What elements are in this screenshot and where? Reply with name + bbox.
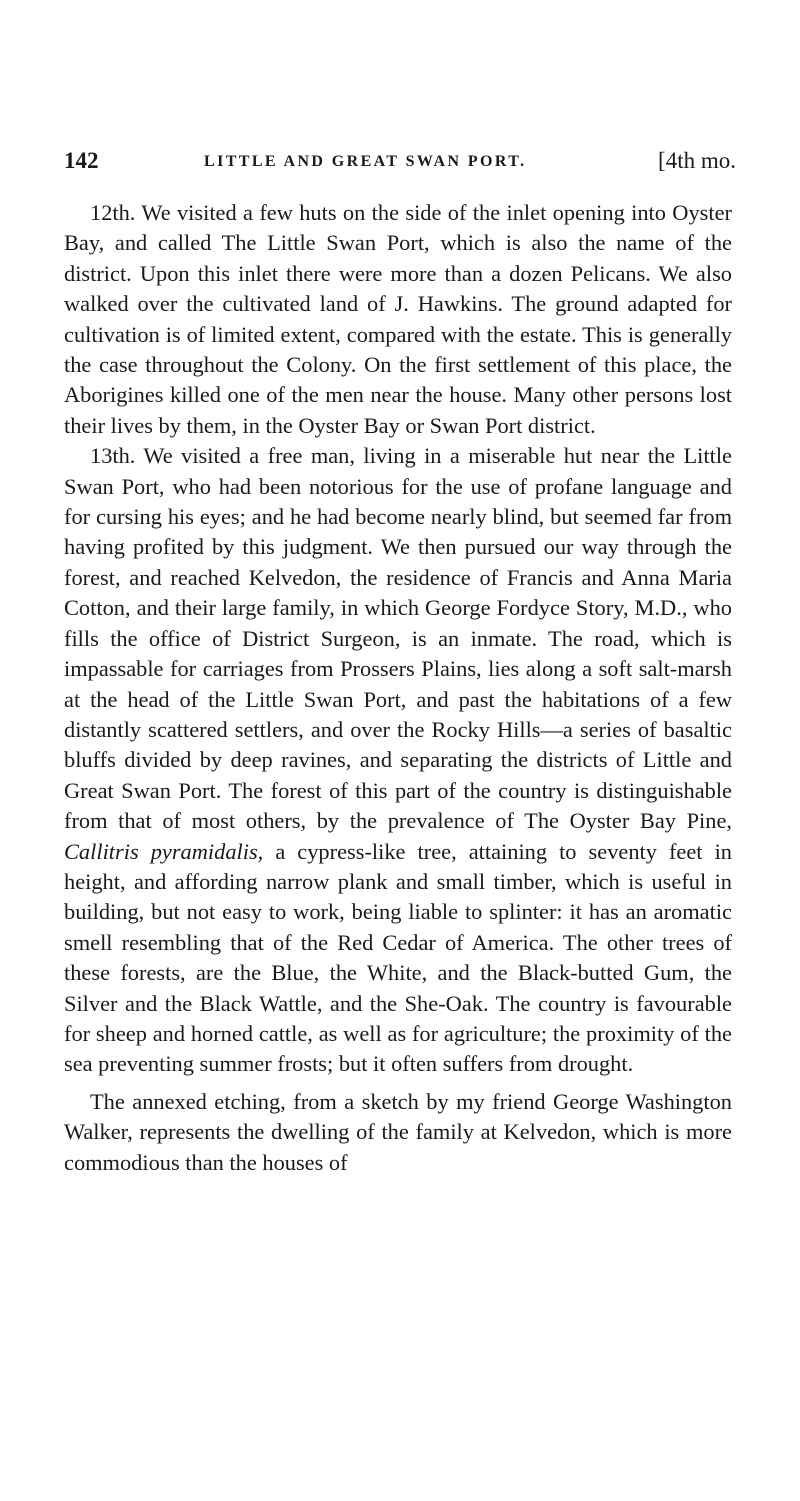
botanical-name: Callitris pyramidalis, [64, 838, 264, 864]
paragraph-etching [64, 1087, 732, 1178]
paragraph-text: The annexed etching, from a sketch by my friend George Washington Walker, represents the dwelling of the family at Kelvedon, which is more commodious than the houses of [64, 1088, 732, 1175]
paragraph-12th [64, 198, 732, 441]
paragraph-text: 13th. We visited a free man, living in a miserable hut near the Little Swan Port, who had been notorious for the use of profane language and for cursing his eyes; and he had become nearly blind, but seemed far from having profited by this judgment. We then pursued our way through the forest, and reached Kelvedon, the residence of Francis and Anna Maria Cotton, and their large family, in which George Fordyce Story, M.D., who fills the office of District Surgeon, is an inmate. The road, which is impassable for carriages from Prossers Plains, lies along a soft salt-marsh at the head of the Little Swan Port, and past the habitations of a few distantly scattered settlers, and over the Rocky Hills—a series of basaltic bluffs divided by deep ravines, and separating the districts of Little and Great Swan Port. The forest of this part of the country is distinguishable from that of most others, by the prevalence of The Oyster Bay Pine, [64, 443, 732, 834]
paragraph-text: 12th. We visited a few huts on the side of the inlet opening into Oyster Bay, and called The Little Swan Port, which is also the name of the district. Upon this inlet there were more than a dozen Pelicans. We also walked over the cultivated land of J. Hawkins. The ground adapted for cultivation is of limited extent, compared with the estate. This is generally the case throughout the Colony. On the first settlement of this place, the Aborigines killed one of the men near the house. Many other persons lost their lives by them, in the Oyster Bay or Swan Port district. [64, 200, 732, 438]
paragraph-13th [64, 441, 732, 1080]
running-date: [4th mo. [658, 148, 736, 173]
running-title: LITTLE AND GREAT SWAN PORT. [204, 153, 527, 170]
body-text [64, 198, 732, 1178]
paragraph-text-continued: a cypress-like tree, attaining to seventy feet in height, and affording narrow plank and small timber, which is useful in building, but not easy to work, being liable to splinter: it has an aromatic smell resembling that of the Red Cedar of America. The other trees of these forests, are the Blue, the White, and the Black-butted Gum, the Silver and the Black Wattle, and the She-Oak. The country is favourable for sheep and horned cattle, as well as for agriculture; the proximity of the sea preventing summer frosts; but it often suffers from drought. [64, 838, 732, 1077]
running-header [64, 143, 736, 179]
page-number: 142 [64, 148, 99, 173]
